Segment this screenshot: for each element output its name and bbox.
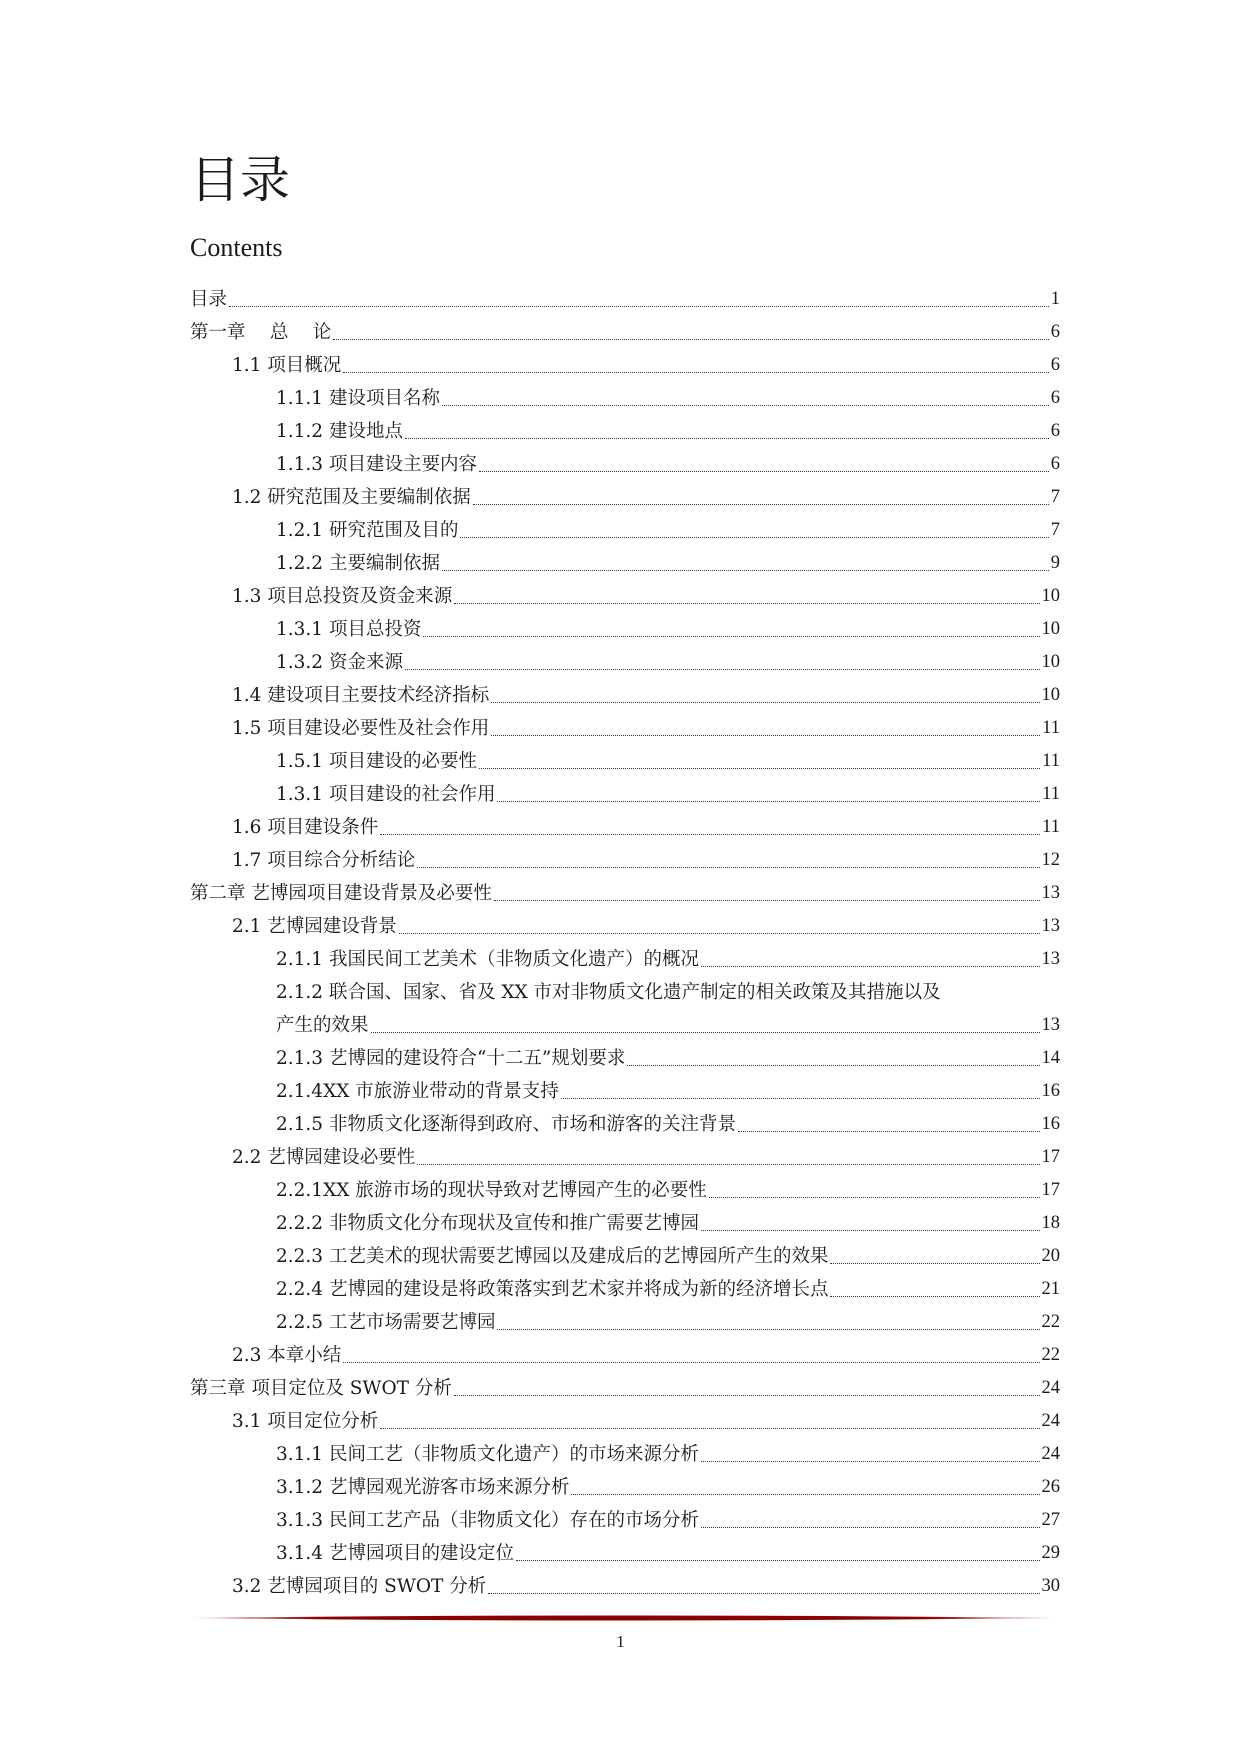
toc-entry[interactable] <box>190 514 1060 547</box>
page-title: 目录 <box>190 151 290 209</box>
toc-entry[interactable] <box>190 1207 1060 1240</box>
toc-entry-page: 11 <box>1042 718 1060 738</box>
toc-entry[interactable] <box>190 910 1060 943</box>
toc-entry-title: 3.1.2 艺博园观光游客市场来源分析 <box>276 1477 570 1498</box>
toc-entry-page: 10 <box>1041 652 1060 672</box>
toc-dot-leader <box>405 669 1040 670</box>
toc-entry-title: 1.3.1 项目总投资 <box>276 619 422 640</box>
toc-dot-leader <box>333 339 1048 340</box>
toc-dot-leader <box>738 1131 1040 1132</box>
toc-entry-title: 3.1.4 艺博园项目的建设定位 <box>276 1543 514 1564</box>
toc-entry-page: 27 <box>1041 1510 1060 1530</box>
toc-entry-page: 10 <box>1041 685 1060 705</box>
toc-entry-page: 13 <box>1041 916 1060 936</box>
toc-dot-leader <box>830 1296 1039 1297</box>
toc-entry-page: 21 <box>1041 1279 1060 1299</box>
toc-dot-leader <box>830 1263 1039 1264</box>
toc-entry-page: 13 <box>1041 1015 1060 1035</box>
toc-entry-page: 11 <box>1042 817 1060 837</box>
table-of-contents <box>190 283 1060 1603</box>
toc-dot-leader <box>491 735 1040 736</box>
toc-entry[interactable] <box>190 1306 1060 1339</box>
toc-dot-leader <box>417 1164 1039 1165</box>
toc-entry-title: 1.1.1 建设项目名称 <box>276 388 440 409</box>
toc-dot-leader <box>442 570 1049 571</box>
toc-dot-leader <box>343 1362 1039 1363</box>
toc-entry[interactable] <box>190 1075 1060 1108</box>
toc-entry-page: 6 <box>1050 454 1060 474</box>
toc-entry-title: 2.1.5 非物质文化逐渐得到政府、市场和游客的关注背景 <box>276 1114 736 1135</box>
toc-dot-leader <box>442 405 1049 406</box>
toc-entry-page: 1 <box>1050 289 1060 309</box>
toc-entry[interactable] <box>190 1438 1060 1471</box>
toc-entry-page: 18 <box>1041 1213 1060 1233</box>
toc-entry-title: 目录 <box>190 289 228 310</box>
toc-entry-page: 24 <box>1041 1411 1060 1431</box>
toc-entry[interactable] <box>190 1339 1060 1372</box>
toc-dot-leader <box>701 1461 1040 1462</box>
toc-entry[interactable] <box>190 1240 1060 1273</box>
toc-entry-page: 12 <box>1041 850 1060 870</box>
toc-entry-title: 1.2 研究范围及主要编制依据 <box>232 487 471 508</box>
toc-entry[interactable] <box>190 976 1060 1009</box>
toc-entry-title: 2.1.1 我国民间工艺美术（非物质文化遗产）的概况 <box>276 949 699 970</box>
toc-dot-leader <box>497 1329 1039 1330</box>
toc-dot-leader <box>516 1560 1040 1561</box>
toc-entry-title: 2.1.2 联合国、国家、省及 XX 市对非物质文化遗产制定的相关政策及其措施以及 <box>276 982 941 1003</box>
toc-entry-title: 1.7 项目综合分析结论 <box>232 850 416 871</box>
toc-entry-page: 6 <box>1050 388 1060 408</box>
toc-entry-title: 2.1 艺博园建设背景 <box>232 916 397 937</box>
toc-entry-page: 13 <box>1041 883 1060 903</box>
toc-entry-page: 7 <box>1050 520 1060 540</box>
toc-entry-page: 22 <box>1041 1312 1060 1332</box>
toc-entry-title: 2.2.5 工艺市场需要艺博园 <box>276 1312 496 1333</box>
toc-entry-page: 14 <box>1041 1048 1060 1068</box>
toc-entry[interactable] <box>190 1273 1060 1306</box>
toc-entry[interactable] <box>190 547 1060 580</box>
toc-dot-leader <box>380 834 1040 835</box>
toc-entry-title: 2.2.4 艺博园的建设是将政策落实到艺术家并将成为新的经济增长点 <box>276 1279 829 1300</box>
toc-entry[interactable] <box>190 844 1060 877</box>
page-subtitle: Contents <box>190 233 283 262</box>
toc-entry-title: 2.1.3 艺博园的建设符合“十二五”规划要求 <box>276 1048 626 1069</box>
toc-entry[interactable] <box>190 1174 1060 1207</box>
toc-dot-leader <box>423 636 1039 637</box>
toc-entry-title: 3.2 艺博园项目的 SWOT 分析 <box>232 1576 487 1597</box>
toc-dot-leader <box>473 504 1049 505</box>
toc-entry-title: 1.6 项目建设条件 <box>232 817 379 838</box>
toc-entry-page: 16 <box>1041 1081 1060 1101</box>
toc-entry[interactable] <box>190 382 1060 415</box>
toc-entry[interactable] <box>190 481 1060 514</box>
toc-entry[interactable] <box>190 283 1060 316</box>
toc-entry-title: 2.1.4XX 市旅游业带动的背景支持 <box>276 1081 559 1102</box>
toc-entry[interactable] <box>190 1042 1060 1075</box>
toc-dot-leader <box>229 306 1049 307</box>
toc-entry[interactable] <box>190 1108 1060 1141</box>
toc-entry-page: 10 <box>1041 586 1060 606</box>
toc-dot-leader <box>405 438 1049 439</box>
footer-rule <box>190 1614 1056 1622</box>
toc-entry[interactable] <box>190 1504 1060 1537</box>
toc-dot-leader <box>701 1527 1040 1528</box>
toc-entry-title: 第一章 总 论 <box>190 322 332 343</box>
toc-entry[interactable] <box>190 1009 1060 1042</box>
toc-entry[interactable] <box>190 943 1060 976</box>
toc-entry[interactable] <box>190 745 1060 778</box>
toc-entry-page: 17 <box>1041 1180 1060 1200</box>
toc-entry-title: 2.2.3 工艺美术的现状需要艺博园以及建成后的艺博园所产生的效果 <box>276 1246 829 1267</box>
toc-entry[interactable] <box>190 415 1060 448</box>
toc-entry-title: 1.2.1 研究范围及目的 <box>276 520 459 541</box>
toc-dot-leader <box>380 1428 1039 1429</box>
toc-entry-title: 3.1.1 民间工艺（非物质文化遗产）的市场来源分析 <box>276 1444 699 1465</box>
toc-entry-title: 第二章 艺博园项目建设背景及必要性 <box>190 883 492 904</box>
toc-entry-title: 2.2.2 非物质文化分布现状及宣传和推广需要艺博园 <box>276 1213 699 1234</box>
page-number: 1 <box>616 1632 625 1651</box>
toc-dot-leader <box>417 867 1039 868</box>
toc-dot-leader <box>488 1593 1039 1594</box>
toc-entry-page: 9 <box>1050 553 1060 573</box>
toc-dot-leader <box>479 471 1049 472</box>
toc-entry-title: 3.1 项目定位分析 <box>232 1411 379 1432</box>
toc-dot-leader <box>371 1032 1040 1033</box>
toc-entry-page: 7 <box>1050 487 1060 507</box>
toc-entry-page: 16 <box>1041 1114 1060 1134</box>
toc-entry[interactable] <box>190 877 1060 910</box>
toc-dot-leader <box>571 1494 1039 1495</box>
toc-entry[interactable] <box>190 646 1060 679</box>
toc-dot-leader <box>497 801 1040 802</box>
toc-dot-leader <box>454 603 1039 604</box>
toc-entry[interactable] <box>190 1537 1060 1570</box>
toc-dot-leader <box>701 1230 1040 1231</box>
toc-entry-page: 6 <box>1050 322 1060 342</box>
toc-entry-title: 1.3 项目总投资及资金来源 <box>232 586 453 607</box>
toc-entry-title: 1.4 建设项目主要技术经济指标 <box>232 685 490 706</box>
toc-dot-leader <box>561 1098 1040 1099</box>
toc-entry-page: 6 <box>1050 355 1060 375</box>
toc-entry-title: 产生的效果 <box>276 1015 369 1036</box>
toc-entry[interactable] <box>190 613 1060 646</box>
toc-entry-title: 2.2 艺博园建设必要性 <box>232 1147 416 1168</box>
toc-entry[interactable] <box>190 580 1060 613</box>
toc-entry-title: 1.5.1 项目建设的必要性 <box>276 751 477 772</box>
toc-entry-title: 1.1 项目概况 <box>232 355 342 376</box>
toc-entry-title: 3.1.3 民间工艺产品（非物质文化）存在的市场分析 <box>276 1510 699 1531</box>
toc-entry-page: 13 <box>1041 949 1060 969</box>
toc-entry[interactable] <box>190 712 1060 745</box>
toc-entry-title: 2.3 本章小结 <box>232 1345 342 1366</box>
toc-dot-leader <box>399 933 1040 934</box>
toc-entry-page: 6 <box>1050 421 1060 441</box>
toc-dot-leader <box>701 966 1040 967</box>
toc-entry-title: 1.5 项目建设必要性及社会作用 <box>232 718 490 739</box>
toc-dot-leader <box>709 1197 1040 1198</box>
toc-dot-leader <box>460 537 1048 538</box>
toc-entry-title: 1.3.1 项目建设的社会作用 <box>276 784 496 805</box>
toc-entry[interactable] <box>190 1570 1060 1603</box>
toc-entry[interactable] <box>190 778 1060 811</box>
toc-entry-page: 29 <box>1041 1543 1060 1563</box>
toc-entry-page: 26 <box>1041 1477 1060 1497</box>
toc-dot-leader <box>494 900 1040 901</box>
toc-dot-leader <box>627 1065 1039 1066</box>
toc-dot-leader <box>454 1395 1040 1396</box>
toc-entry-page: 17 <box>1041 1147 1060 1167</box>
toc-entry-page: 11 <box>1042 784 1060 804</box>
toc-entry-page: 20 <box>1041 1246 1060 1266</box>
toc-dot-leader <box>491 702 1039 703</box>
toc-entry-title: 1.2.2 主要编制依据 <box>276 553 440 574</box>
toc-entry-title: 1.1.3 项目建设主要内容 <box>276 454 477 475</box>
toc-entry-page: 22 <box>1041 1345 1060 1365</box>
toc-entry-title: 1.1.2 建设地点 <box>276 421 403 442</box>
toc-entry-page: 10 <box>1041 619 1060 639</box>
toc-dot-leader <box>343 372 1048 373</box>
toc-entry[interactable] <box>190 679 1060 712</box>
toc-entry[interactable] <box>190 1372 1060 1405</box>
toc-entry-title: 1.3.2 资金来源 <box>276 652 403 673</box>
toc-entry[interactable] <box>190 349 1060 382</box>
toc-entry[interactable] <box>190 1141 1060 1174</box>
toc-entry-page: 11 <box>1042 751 1060 771</box>
toc-entry[interactable] <box>190 1471 1060 1504</box>
toc-entry-title: 2.2.1XX 旅游市场的现状导致对艺博园产生的必要性 <box>276 1180 707 1201</box>
toc-entry-page: 24 <box>1041 1444 1060 1464</box>
toc-entry-title: 第三章 项目定位及 SWOT 分析 <box>190 1378 452 1399</box>
toc-entry[interactable] <box>190 1405 1060 1438</box>
toc-entry[interactable] <box>190 316 1060 349</box>
toc-entry-page: 24 <box>1041 1378 1060 1398</box>
toc-entry-page: 30 <box>1041 1576 1060 1596</box>
toc-entry[interactable] <box>190 448 1060 481</box>
toc-dot-leader <box>479 768 1040 769</box>
toc-entry[interactable] <box>190 811 1060 844</box>
